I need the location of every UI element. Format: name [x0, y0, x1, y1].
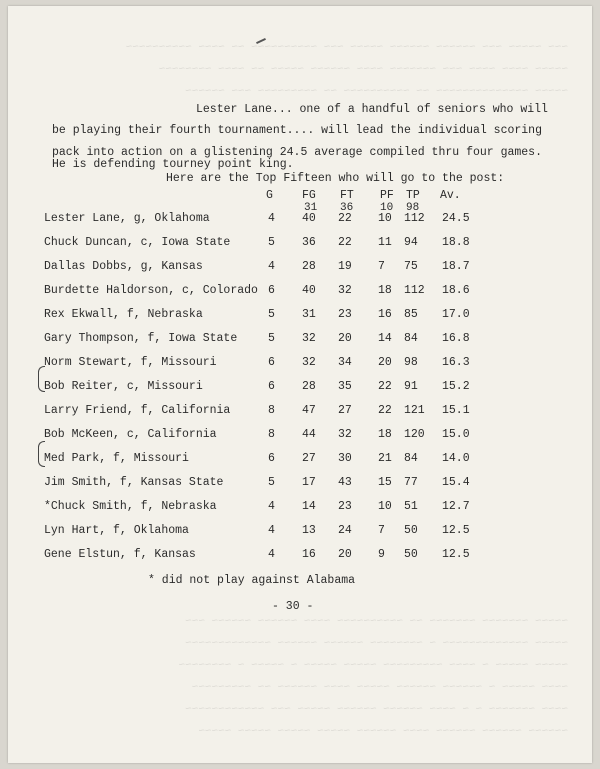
games: 6 [268, 452, 275, 465]
total-points: 85 [404, 308, 418, 321]
column-header-av: Av. [440, 189, 461, 202]
player-name: Bob McKeen, c, California [44, 428, 217, 441]
free-throws: 23 [338, 500, 352, 513]
free-throws: 23 [338, 308, 352, 321]
total-points: 94 [404, 236, 418, 249]
free-throws: 24 [338, 524, 352, 537]
average: 15.4 [442, 476, 470, 489]
table-row [8, 476, 592, 496]
average: 14.0 [442, 452, 470, 465]
page-number: - 30 - [272, 600, 314, 613]
average: 15.1 [442, 404, 470, 417]
average: 15.2 [442, 380, 470, 393]
table-intro: Here are the Top Fifteen who will go to the post: [166, 172, 505, 185]
average: 12.5 [442, 548, 470, 561]
table-row [8, 452, 592, 472]
player-name: Burdette Haldorson, c, Colorado [44, 284, 258, 297]
column-subtotal-fg: 31 [304, 202, 318, 214]
personal-fouls: 22 [378, 380, 392, 393]
games: 4 [268, 212, 275, 225]
field-goals: 40 [302, 284, 316, 297]
player-name: Gene Elstun, f, Kansas [44, 548, 196, 561]
field-goals: 17 [302, 476, 316, 489]
bleed-through-line: ~~~~~ ~~~~~~~ ~~~~~~~ ~~ ~~~~~~~~~~ ~~~~ ~~~~~~ ~~~~~~ ~~~ [185, 616, 568, 628]
average: 12.7 [442, 500, 470, 513]
personal-fouls: 10 [378, 500, 392, 513]
table-row [8, 212, 592, 232]
free-throws: 32 [338, 428, 352, 441]
free-throws: 43 [338, 476, 352, 489]
player-name: Rex Ekwall, f, Nebraska [44, 308, 203, 321]
column-subtotal-ft: 36 [340, 202, 354, 214]
total-points: 77 [404, 476, 418, 489]
games: 6 [268, 380, 275, 393]
average: 18.6 [442, 284, 470, 297]
total-points: 84 [404, 332, 418, 345]
table-row [8, 356, 592, 376]
total-points: 112 [404, 212, 425, 225]
free-throws: 19 [338, 260, 352, 273]
free-throws: 34 [338, 356, 352, 369]
field-goals: 44 [302, 428, 316, 441]
games: 5 [268, 332, 275, 345]
free-throws: 22 [338, 236, 352, 249]
bleed-through-line: ~~~ ~~~~~ ~~~ ~~~~~~ ~~~~~~ ~~~~~ ~~~ ~~~~~~~~~~ ~~ ~~~~ ~~~~~~~~~~ [125, 42, 568, 54]
table-row [8, 260, 592, 280]
average: 18.7 [442, 260, 470, 273]
bleed-through-line: ~~~~~ ~~~~ ~~~~ ~~~ ~~~~~~~ ~~~~ ~~~~~~ ~~~~~ ~~ ~~~~ ~~~~~~~~ [158, 64, 568, 76]
average: 18.8 [442, 236, 470, 249]
column-header-ft: FT [340, 189, 354, 202]
average: 17.0 [442, 308, 470, 321]
player-name: Chuck Duncan, c, Iowa State [44, 236, 231, 249]
average: 12.5 [442, 524, 470, 537]
bleed-through-line: ~~~~~ ~~~~~~~~~~~~~ ~ ~~~~~~~~ ~~~~~~ ~~~~~~ ~~~~~~~~~~~~~ [185, 638, 568, 650]
intro-line-1: Lester Lane... one of a handful of seniors who will [196, 103, 548, 116]
player-name: Larry Friend, f, California [44, 404, 231, 417]
games: 4 [268, 260, 275, 273]
personal-fouls: 21 [378, 452, 392, 465]
column-header-pf: PF [380, 189, 394, 202]
field-goals: 47 [302, 404, 316, 417]
table-row [8, 308, 592, 328]
table-row [8, 236, 592, 256]
games: 5 [268, 476, 275, 489]
table-row [8, 548, 592, 568]
field-goals: 14 [302, 500, 316, 513]
total-points: 51 [404, 500, 418, 513]
bleed-through-line: ~~~~ ~~~~~ ~ ~~~~~~ ~~~~~~ ~~~~~ ~~~~ ~~~~~~ ~~ ~~~~~~~~~ [191, 682, 568, 694]
free-throws: 35 [338, 380, 352, 393]
total-points: 50 [404, 524, 418, 537]
intro-line-3: pack into action on a glistening 24.5 average compiled thru four games. [52, 146, 542, 159]
column-header-fg: FG [302, 189, 316, 202]
bleed-through-line: ~~~~~~ ~~~~~~ ~~~~~~ ~~~~ ~~~~~~ ~~~~~ ~~~~~ ~~~~~ ~~~~~ [198, 726, 568, 738]
games: 6 [268, 284, 275, 297]
free-throws: 22 [338, 212, 352, 225]
personal-fouls: 14 [378, 332, 392, 345]
column-subtotal-tp: 98 [406, 202, 420, 214]
games: 5 [268, 308, 275, 321]
games: 8 [268, 428, 275, 441]
field-goals: 27 [302, 452, 316, 465]
column-header-g: G [266, 189, 273, 202]
table-row [8, 404, 592, 424]
personal-fouls: 9 [378, 548, 385, 561]
personal-fouls: 18 [378, 428, 392, 441]
table-row [8, 524, 592, 544]
player-name: Norm Stewart, f, Missouri [44, 356, 217, 369]
column-subtotal-pf: 10 [380, 202, 394, 214]
field-goals: 32 [302, 332, 316, 345]
free-throws: 27 [338, 404, 352, 417]
personal-fouls: 10 [378, 212, 392, 225]
average: 16.3 [442, 356, 470, 369]
personal-fouls: 16 [378, 308, 392, 321]
free-throws: 20 [338, 548, 352, 561]
personal-fouls: 18 [378, 284, 392, 297]
total-points: 98 [404, 356, 418, 369]
total-points: 120 [404, 428, 425, 441]
games: 8 [268, 404, 275, 417]
field-goals: 40 [302, 212, 316, 225]
player-name: *Chuck Smith, f, Nebraska [44, 500, 217, 513]
field-goals: 32 [302, 356, 316, 369]
bleed-through-line: ~~~~~ ~~~~~~~~~~~~~~ ~~ ~~~~~~~~~~ ~~ ~~~~~~~~~ ~~~ ~~~~~~ [185, 86, 568, 98]
total-points: 50 [404, 548, 418, 561]
personal-fouls: 22 [378, 404, 392, 417]
personal-fouls: 15 [378, 476, 392, 489]
pen-bracket-mark [38, 366, 45, 392]
table-row [8, 284, 592, 304]
personal-fouls: 7 [378, 524, 385, 537]
table-row [8, 428, 592, 448]
player-name: Lyn Hart, f, Oklahoma [44, 524, 189, 537]
free-throws: 32 [338, 284, 352, 297]
field-goals: 16 [302, 548, 316, 561]
games: 4 [268, 524, 275, 537]
player-name: Lester Lane, g, Oklahoma [44, 212, 210, 225]
personal-fouls: 20 [378, 356, 392, 369]
games: 5 [268, 236, 275, 249]
table-row [8, 380, 592, 400]
games: 6 [268, 356, 275, 369]
intro-line-2: be playing their fourth tournament.... will lead the individual scoring [52, 124, 542, 137]
player-name: Med Park, f, Missouri [44, 452, 189, 465]
free-throws: 20 [338, 332, 352, 345]
column-header-tp: TP [406, 189, 420, 202]
games: 4 [268, 548, 275, 561]
player-name: Bob Reiter, c, Missouri [44, 380, 203, 393]
total-points: 121 [404, 404, 425, 417]
total-points: 75 [404, 260, 418, 273]
table-row [8, 332, 592, 352]
bleed-through-line: ~~~~~ ~~~~~ ~ ~~~~ ~~~~~~~~~ ~~~~~ ~~~~~ ~ ~~~~~ ~ ~~~~~~~~ [178, 660, 568, 672]
intro-line-4: He is defending tourney point king. [52, 158, 294, 171]
total-points: 84 [404, 452, 418, 465]
total-points: 91 [404, 380, 418, 393]
player-name: Dallas Dobbs, g, Kansas [44, 260, 203, 273]
player-name: Jim Smith, f, Kansas State [44, 476, 224, 489]
footnote: * did not play against Alabama [148, 574, 356, 587]
field-goals: 36 [302, 236, 316, 249]
personal-fouls: 7 [378, 260, 385, 273]
field-goals: 28 [302, 380, 316, 393]
average: 16.8 [442, 332, 470, 345]
average: 15.0 [442, 428, 470, 441]
field-goals: 13 [302, 524, 316, 537]
document-page [8, 6, 592, 763]
pen-bracket-mark [38, 441, 45, 467]
field-goals: 31 [302, 308, 316, 321]
personal-fouls: 11 [378, 236, 392, 249]
table-row [8, 500, 592, 520]
field-goals: 28 [302, 260, 316, 273]
average: 24.5 [442, 212, 470, 225]
bleed-through-line: ~~~~ ~~~~~~~ ~ ~ ~~~~ ~~~~~~ ~~~~~~ ~~~~~ ~~~ ~~~~~~~~~~~~ [185, 704, 568, 716]
games: 4 [268, 500, 275, 513]
total-points: 112 [404, 284, 425, 297]
free-throws: 30 [338, 452, 352, 465]
player-name: Gary Thompson, f, Iowa State [44, 332, 238, 345]
